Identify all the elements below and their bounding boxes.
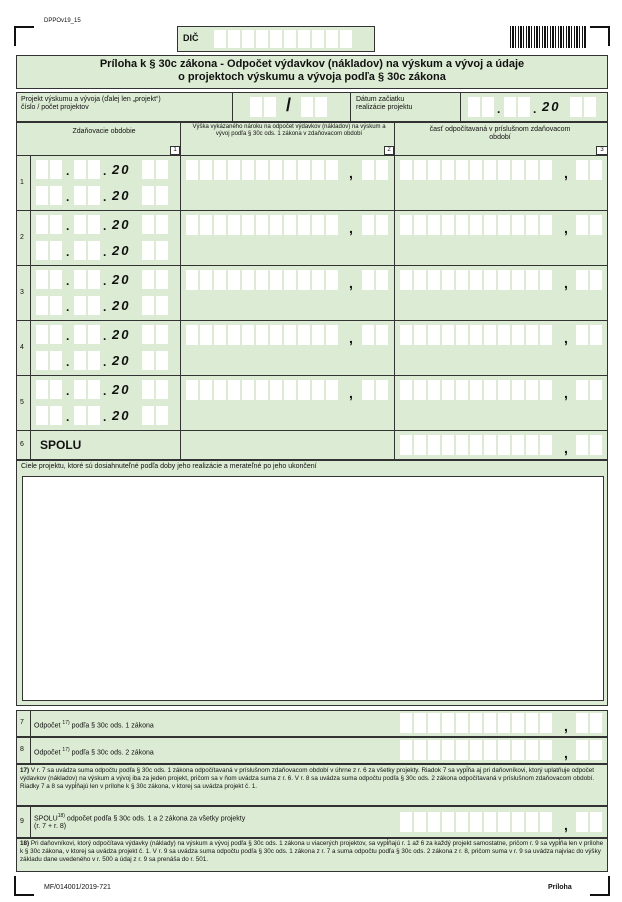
deducted-amount-input[interactable] [400, 380, 552, 400]
period-month-input[interactable] [74, 270, 100, 289]
row9-number: 9 [20, 818, 24, 825]
deducted-decimal-input[interactable] [576, 270, 602, 290]
deducted-decimal-input[interactable] [576, 380, 602, 400]
start-date-divider-2 [460, 92, 461, 122]
row-number: 2 [20, 234, 24, 241]
row6-top-line [16, 430, 608, 431]
note-17-text [20, 767, 604, 790]
title-line-1: Príloha k § 30c zákona - Odpočet výdavkov (nákladov) na výskum a vývoj a údaje [99, 58, 525, 70]
deducted-comma: , [564, 220, 568, 236]
start-date-day-input[interactable] [468, 97, 494, 117]
period-dot: . [66, 245, 70, 259]
goals-label: Ciele projektu, ktoré sú dosiahnuteľné podľa doby jeho realizácie a merateľné po jeho ukončení [21, 463, 317, 470]
row-number: 3 [20, 289, 24, 296]
col3-number: 3 [596, 146, 608, 155]
dic-input[interactable] [214, 30, 352, 48]
deducted-decimal-input[interactable] [576, 215, 602, 235]
page-title [16, 58, 608, 84]
period-month-input[interactable] [74, 160, 100, 179]
corner-mark-top-right [590, 26, 610, 46]
period-day-input[interactable] [36, 215, 62, 234]
period-year-input[interactable] [142, 380, 168, 399]
row9-comma: , [564, 817, 568, 833]
period-year-input[interactable] [142, 241, 168, 260]
col-divider-b [180, 122, 181, 460]
row8-input[interactable] [400, 740, 552, 760]
period-dot: . [103, 355, 107, 369]
col1-number: 1 [170, 146, 180, 155]
row6-decimal-input[interactable] [576, 435, 602, 455]
period-year-input[interactable] [142, 296, 168, 315]
corner-mark-top-left [14, 26, 34, 46]
period-dot: . [66, 355, 70, 369]
row-line [16, 265, 608, 266]
claim-amount-input[interactable] [186, 380, 338, 400]
start-date-year-input[interactable] [570, 97, 596, 117]
claim-amount-input[interactable] [186, 160, 338, 180]
period-dot: . [66, 384, 70, 398]
period-month-input[interactable] [74, 406, 100, 425]
period-dot: . [66, 300, 70, 314]
form-code: DPPOv19_15 [44, 18, 81, 24]
period-day-input[interactable] [36, 380, 62, 399]
title-line-2: o projektoch výskumu a vývoja podľa § 30c zákona [178, 71, 446, 83]
deducted-comma: , [564, 275, 568, 291]
note-18-mark: 18) [20, 840, 30, 847]
row8-divider [30, 737, 31, 764]
barcode [510, 26, 586, 48]
row7-label-text: Odpočet [34, 722, 61, 730]
period-year-input[interactable] [142, 270, 168, 289]
period-day-input[interactable] [36, 351, 62, 370]
period-year-input[interactable] [142, 406, 168, 425]
claim-decimal-input[interactable] [362, 160, 388, 180]
period-month-input[interactable] [74, 296, 100, 315]
start-date-month-input[interactable] [504, 97, 530, 117]
period-year-prefix: 20 [112, 382, 131, 397]
goals-textarea[interactable] [22, 476, 604, 701]
col3-header: časť odpočítavaná v príslušnom zdaňovacom období [429, 126, 571, 141]
deducted-amount-input[interactable] [400, 215, 552, 235]
start-date-divider [350, 92, 351, 122]
period-day-input[interactable] [36, 270, 62, 289]
project-label-line-2: číslo / počet projektov [21, 104, 89, 111]
row9-divider [30, 806, 31, 838]
period-year-input[interactable] [142, 215, 168, 234]
claim-decimal-input[interactable] [362, 380, 388, 400]
period-dot: . [103, 274, 107, 288]
period-day-input[interactable] [36, 241, 62, 260]
claim-comma: , [349, 330, 353, 346]
row9-sup: 18) [57, 813, 65, 819]
row9-label-text: SPOLU [34, 815, 58, 823]
start-date-label-line-1: Dátum začiatku [356, 96, 405, 103]
period-day-input[interactable] [36, 296, 62, 315]
period-year-prefix: 20 [112, 243, 131, 258]
project-slash: / [286, 95, 292, 115]
note-18-text [20, 840, 604, 863]
row7-input[interactable] [400, 713, 552, 733]
period-year-prefix: 20 [112, 272, 131, 287]
period-year-prefix: 20 [112, 408, 131, 423]
footer-right: Príloha [548, 884, 572, 891]
period-dot: . [103, 329, 107, 343]
claim-amount-input[interactable] [186, 215, 338, 235]
period-dot: . [66, 219, 70, 233]
row9-sub: (r. 7 + r. 8) [34, 823, 67, 831]
col2-number: 2 [384, 146, 394, 155]
row7-divider [30, 710, 31, 737]
claim-decimal-input[interactable] [362, 270, 388, 290]
period-day-input[interactable] [36, 406, 62, 425]
deducted-amount-input[interactable] [400, 160, 552, 180]
period-dot: . [103, 190, 107, 204]
deducted-comma: , [564, 330, 568, 346]
period-year-prefix: 20 [112, 217, 131, 232]
row8-sup: 17) [62, 747, 70, 753]
period-year-prefix: 20 [112, 162, 131, 177]
row7-number: 7 [20, 719, 24, 726]
period-month-input[interactable] [74, 186, 100, 205]
col-divider-a [30, 155, 31, 460]
claim-comma: , [349, 385, 353, 401]
claim-decimal-input[interactable] [362, 325, 388, 345]
col1-header: Zdaňovacie obdobie [72, 128, 136, 135]
period-day-input[interactable] [36, 160, 62, 179]
row8-decimal-input[interactable] [576, 740, 602, 760]
row8-label-text: Odpočet [34, 749, 61, 757]
row8-number: 8 [20, 746, 24, 753]
period-year-prefix: 20 [112, 188, 131, 203]
start-date-dot-2: . [533, 102, 537, 116]
project-divider [232, 92, 233, 122]
row7-decimal-input[interactable] [576, 713, 602, 733]
row-number: 1 [20, 179, 24, 186]
start-date-year-prefix: 20 [542, 99, 561, 114]
start-date-dot-1: . [497, 102, 501, 116]
row7-comma: , [564, 718, 568, 734]
claim-comma: , [349, 220, 353, 236]
corner-mark-bottom-left [14, 876, 34, 896]
corner-mark-bottom-right [590, 876, 610, 896]
period-dot: . [66, 410, 70, 424]
period-year-input[interactable] [142, 325, 168, 344]
row-line [16, 210, 608, 211]
claim-decimal-input[interactable] [362, 215, 388, 235]
row7-label-rest: podľa § 30c ods. 1 zákona [71, 722, 154, 730]
period-year-prefix: 20 [112, 327, 131, 342]
period-month-input[interactable] [74, 351, 100, 370]
claim-amount-input[interactable] [186, 270, 338, 290]
claim-amount-input[interactable] [186, 325, 338, 345]
deducted-decimal-input[interactable] [576, 160, 602, 180]
claim-comma: , [349, 275, 353, 291]
period-dot: . [66, 329, 70, 343]
period-dot: . [103, 245, 107, 259]
deducted-amount-input[interactable] [400, 325, 552, 345]
period-month-input[interactable] [74, 325, 100, 344]
project-label-line-1: Projekt výskumu a vývoja (ďalej len „projekt“) [21, 96, 161, 103]
row6-label: SPOLU [40, 438, 82, 452]
period-dot: . [66, 274, 70, 288]
period-month-input[interactable] [74, 380, 100, 399]
note-17-body: V r. 7 sa uvádza suma odpočtu podľa § 30c ods. 1 zákona odpočítavaná v príslušnom zdaňovacom období v úhrne z r. 6 za všetky projekty. Riadok 7 sa vypĺňa aj pri daňovníkovi, ktorý uplatňuje odpočet výdavkov (nákladov) na výskum a vývoj iba za jeden projekt, pričom sa v ňom uvádza suma z r. 6. V r. 8 sa uvádza suma odpočtu podľa § 30c ods. 2 zákona odpočítavaná v príslušnom zdaňovacom období. Riadky 7 a 8 sa vypĺňajú len v prílohe k § 30c zákona, v ktorej sa uvádza projekt č. 1. [20, 767, 595, 790]
row7-sup: 17) [62, 720, 70, 726]
period-dot: . [103, 164, 107, 178]
row6-total-input[interactable] [400, 435, 552, 455]
row8-label-rest: podľa § 30c ods. 2 zákona [71, 749, 154, 757]
row-line [16, 375, 608, 376]
col2-header: Výška vykázaného nároku na odpočet výdavkov (nákladov) na výskum a vývoj podľa § 30c ods. 1 zákona v zdaňovacom období [192, 124, 386, 137]
row9-decimal-input[interactable] [576, 812, 602, 832]
project-number-input[interactable] [250, 97, 276, 117]
period-year-prefix: 20 [112, 298, 131, 313]
note-18-body: Pri daňovníkovi, ktorý odpočítava výdavky (náklady) na výskum a vývoj podľa § 30c ods. 1 zákona u viacerých projektov, sa vypĺňajú r. 1 až 6 za každý projekt samostatne, pričom r. 9 sa vypĺňa len v prílohe k § 30c zákona, v ktorej sa uvádza projekt č. 1. V r. 9 sa uvádza suma odpočtu podľa § 30c ods. 1 zákona z r. 7 a suma odpočtu podľa § 30c ods. 2 zákona z r. 8, pričom suma v r. 9 sa uvádza najviac do výšky základu dane uvedeného v r. 500 a údaj z r. 9 sa prenáša do r. 501. [20, 840, 604, 863]
deducted-comma: , [564, 165, 568, 181]
row-number: 5 [20, 399, 24, 406]
period-month-input[interactable] [74, 241, 100, 260]
row8-comma: , [564, 745, 568, 761]
row9-input[interactable] [400, 812, 552, 832]
period-dot: . [66, 164, 70, 178]
row6-number: 6 [20, 441, 24, 448]
period-dot: . [103, 384, 107, 398]
row8-label [34, 746, 154, 757]
note-17-mark: 17) [20, 767, 30, 774]
deducted-amount-input[interactable] [400, 270, 552, 290]
period-day-input[interactable] [36, 186, 62, 205]
start-date-label [356, 96, 412, 112]
period-dot: . [103, 219, 107, 233]
footer-code: MF/014001/2019-721 [44, 884, 111, 891]
col-divider-c [394, 122, 395, 460]
period-year-prefix: 20 [112, 353, 131, 368]
project-count-input[interactable] [301, 97, 327, 117]
period-year-input[interactable] [142, 351, 168, 370]
period-dot: . [103, 410, 107, 424]
deducted-decimal-input[interactable] [576, 325, 602, 345]
period-year-input[interactable] [142, 186, 168, 205]
period-dot: . [66, 190, 70, 204]
project-label [21, 96, 161, 112]
period-dot: . [103, 300, 107, 314]
row-line [16, 320, 608, 321]
period-year-input[interactable] [142, 160, 168, 179]
row9-label [34, 812, 245, 831]
header-bottom-line [16, 155, 608, 156]
dic-label: DIČ [183, 33, 199, 43]
row7-label [34, 719, 154, 730]
period-day-input[interactable] [36, 325, 62, 344]
claim-comma: , [349, 165, 353, 181]
row6-comma: , [564, 440, 568, 456]
row-number: 4 [20, 344, 24, 351]
start-date-label-line-2: realizácie projektu [356, 104, 413, 111]
period-month-input[interactable] [74, 215, 100, 234]
row9-label-rest: odpočet podľa § 30c ods. 1 a 2 zákona za všetky projekty [66, 815, 246, 823]
deducted-comma: , [564, 385, 568, 401]
